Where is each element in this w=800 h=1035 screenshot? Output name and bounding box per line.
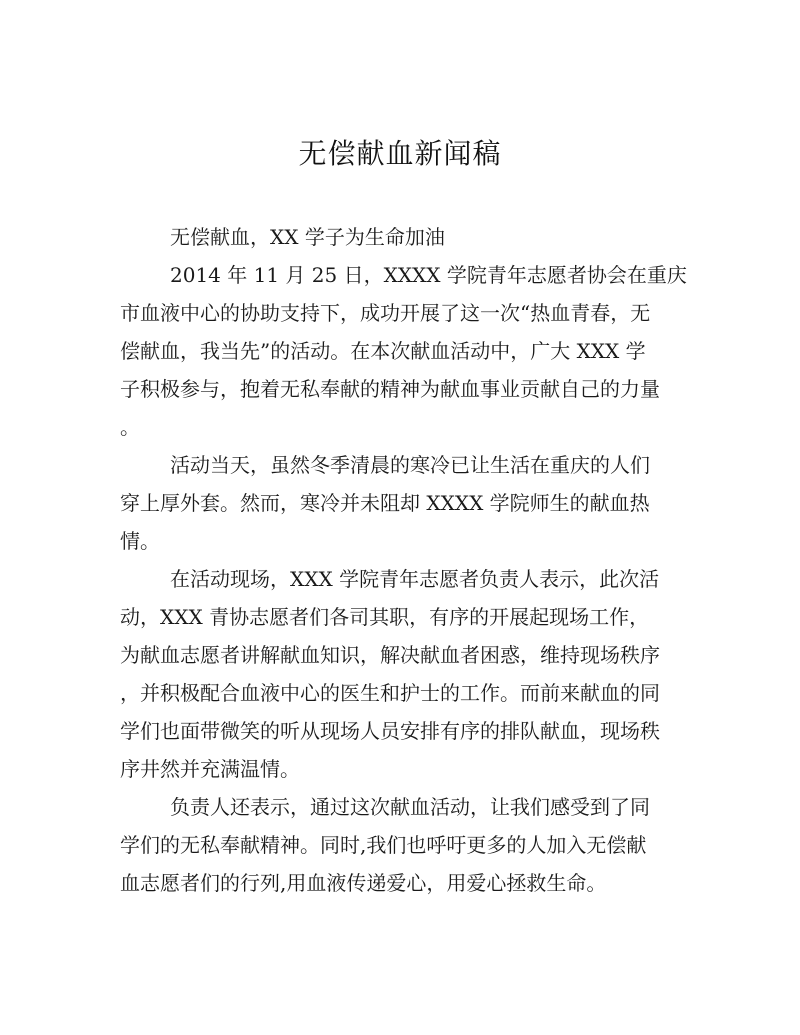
text-line: 市血液中心的协助支持下，成功开展了这一次“热血青春，无: [120, 301, 651, 325]
text-line: 为献血志愿者讲解献血知识，解决献血者困惑，维持现场秩序: [120, 643, 660, 667]
text-line: 无偿献血，XX 学子为生命加油: [170, 225, 445, 249]
text-line: 2014 年 11 月 25 日，XXXX 学院青年志愿者协会在重庆: [170, 263, 687, 287]
text-line: 学们也面带微笑的听从现场人员安排有序的排队献血，现场秩: [120, 719, 660, 743]
text-line: 。: [120, 415, 140, 439]
text-line: 血志愿者们的行列,用血液传递爱心，用爱心拯救生命。: [120, 871, 607, 895]
text-line: 活动当天，虽然冬季清晨的寒冷已让生活在重庆的人们: [170, 453, 650, 477]
text-line: 情。: [120, 529, 160, 553]
text-line: 负责人还表示，通过这次献血活动，让我们感受到了同: [170, 795, 650, 819]
text-line: 序井然并充满温情。: [120, 757, 300, 781]
text-line: 子积极参与，抱着无私奉献的精神为献血事业贡献自己的力量: [120, 377, 660, 401]
page-title: 无偿献血新闻稿: [298, 137, 502, 170]
text-line: 动，XXX 青协志愿者们各司其职，有序的开展起现场工作，: [120, 605, 650, 629]
text-line: ，并积极配合血液中心的医生和护士的工作。而前来献血的同: [120, 681, 660, 705]
text-line: 在活动现场，XXX 学院青年志愿者负责人表示，此次活: [170, 567, 660, 591]
text-line: 偿献血，我当先”的活动。在本次献血活动中，广大 XXX 学: [120, 339, 646, 363]
article-body: [120, 218, 687, 902]
text-line: 学们的无私奉献精神。同时,我们也呼吁更多的人加入无偿献: [120, 833, 647, 857]
text-line: 穿上厚外套。然而，寒冷并未阻却 XXXX 学院师生的献血热: [120, 491, 650, 515]
